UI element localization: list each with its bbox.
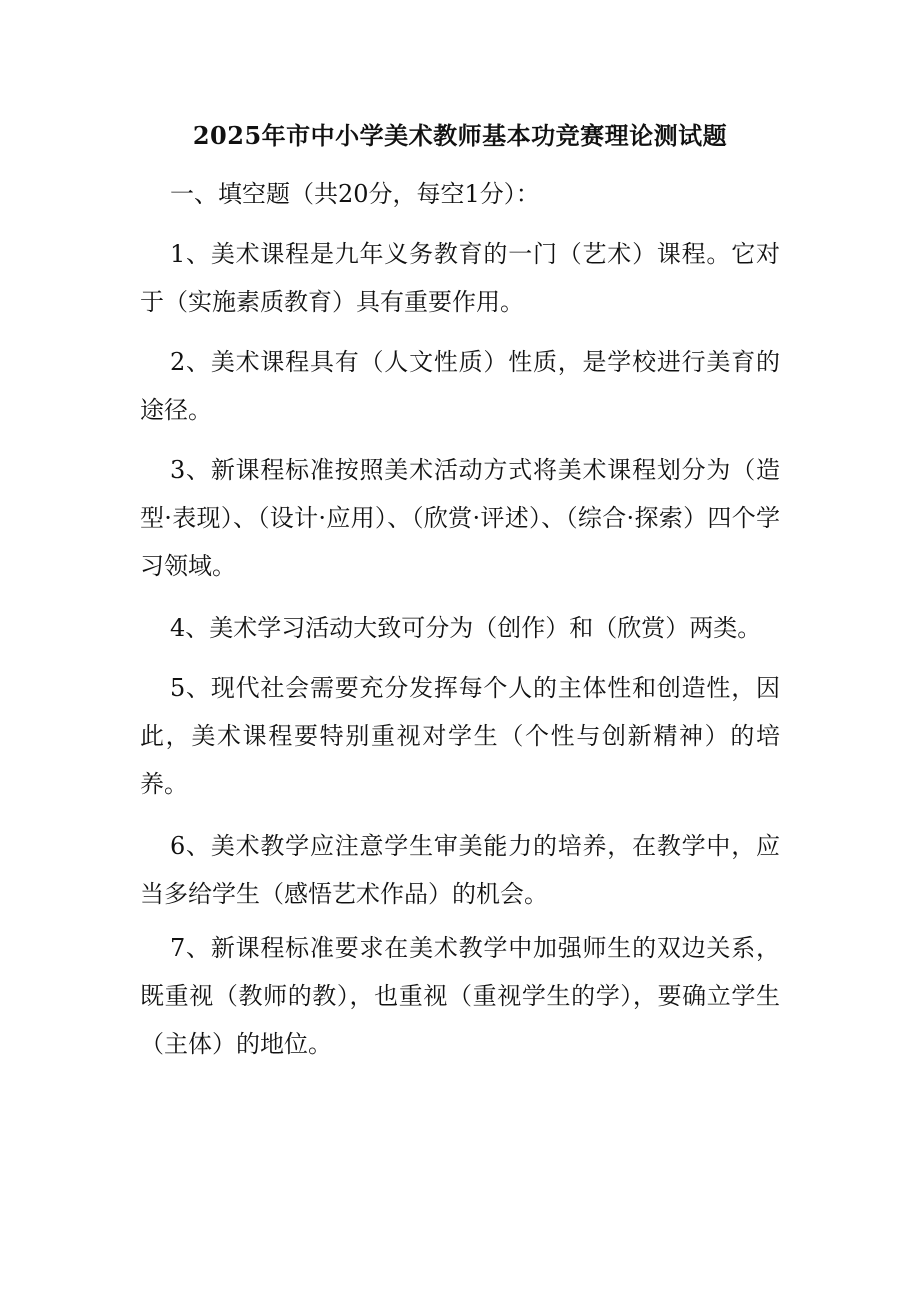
- section-heading: 一、填空题（共20分，每空1分）：: [170, 180, 540, 208]
- question-6: 6、美术教学应注意学生审美能力的培养，在教学中，应当多给学生（感悟艺术作品）的机会。: [140, 832, 780, 908]
- question-3: 3、新课程标准按照美术活动方式将美术课程划分为（造型·表现）、（设计·应用）、（欣赏·评述）、（综合·探索）四个学习领域。: [140, 456, 780, 580]
- question-2: 2、美术课程具有（人文性质）性质，是学校进行美育的途径。: [140, 348, 780, 424]
- question-7: 7、新课程标准要求在美术教学中加强师生的双边关系，既重视（教师的教），也重视（重视学生的学），要确立学生（主体）的地位。: [140, 934, 780, 1058]
- question-5: 5、现代社会需要充分发挥每个人的主体性和创造性，因此，美术课程要特别重视对学生（个性与创新精神）的培养。: [140, 674, 780, 798]
- question-1: 1、美术课程是九年义务教育的一门（艺术）课程。它对于（实施素质教育）具有重要作用。: [140, 240, 780, 316]
- question-4: 4、美术学习活动大致可分为（创作）和（欣赏）两类。: [170, 614, 762, 642]
- document-title: 2025年市中小学美术教师基本功竞赛理论测试题: [192, 121, 728, 150]
